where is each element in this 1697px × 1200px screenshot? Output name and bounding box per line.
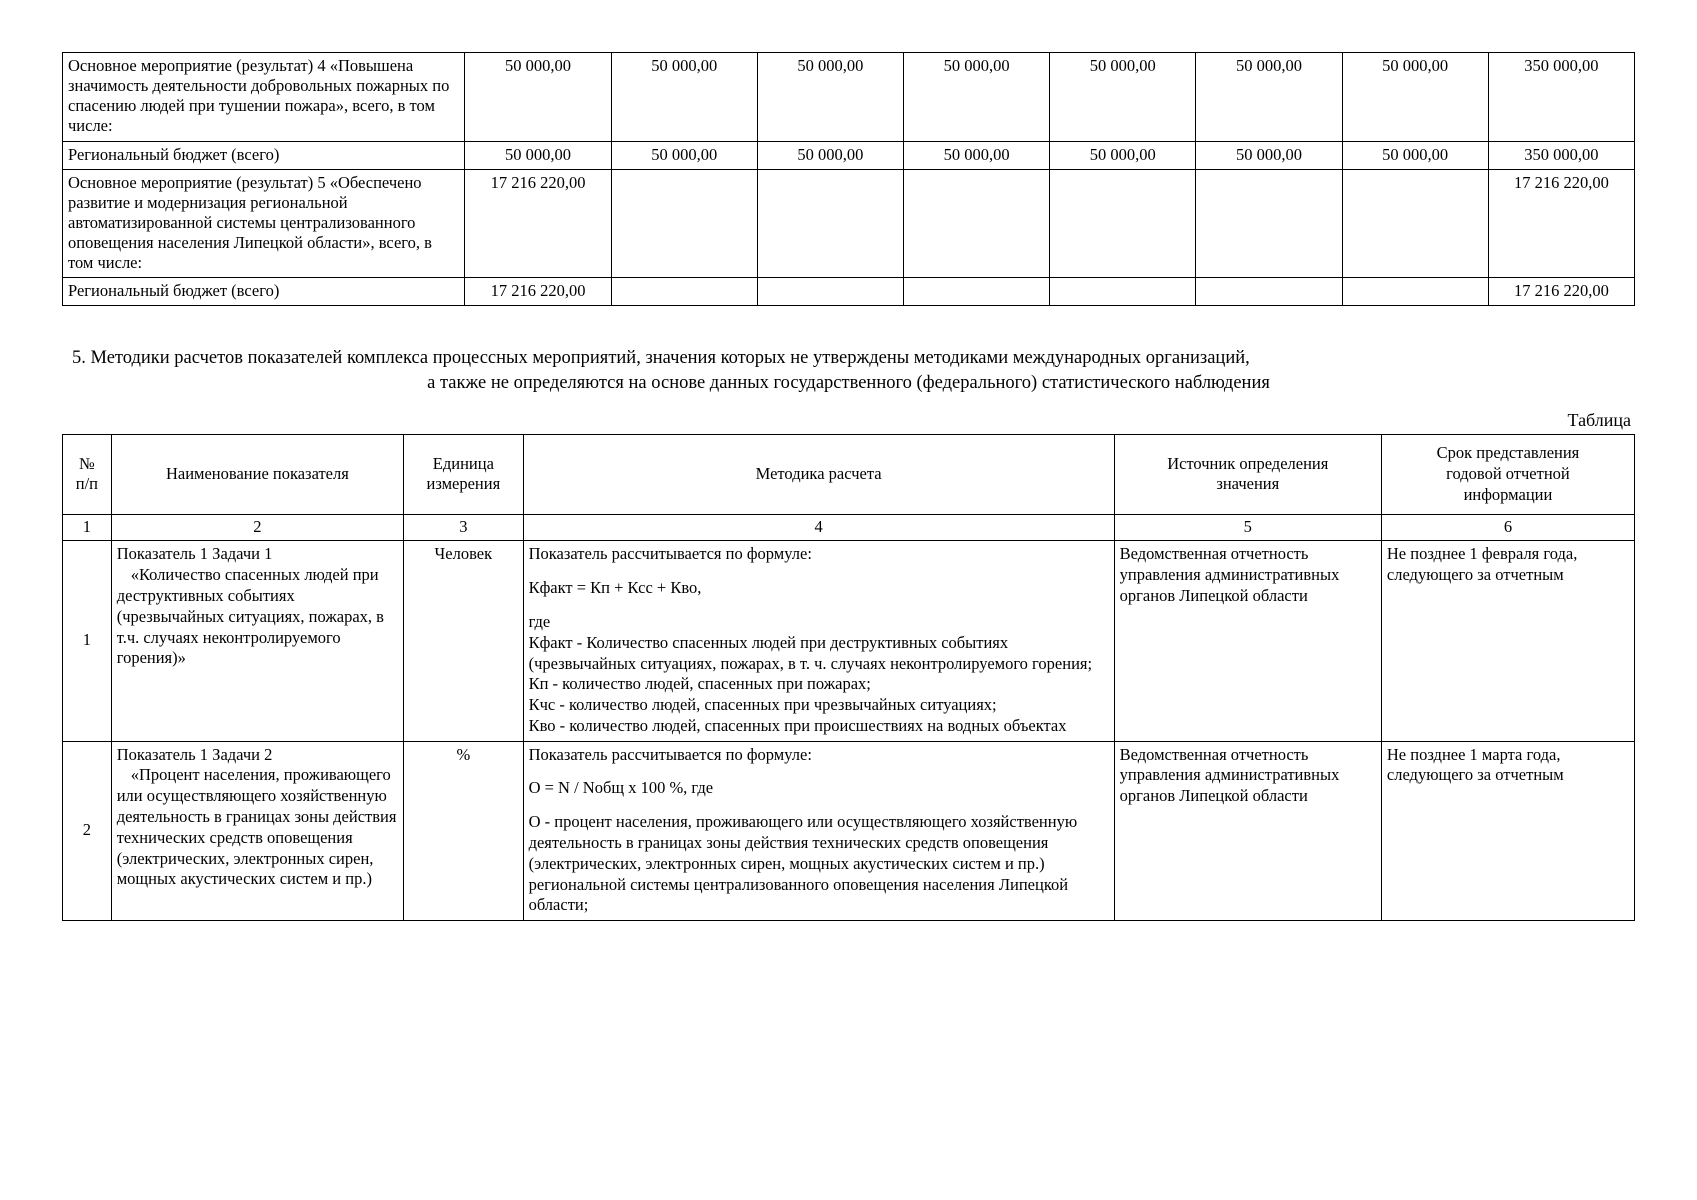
header-unit: Единица измерения [404,435,523,514]
value-cell: 50 000,00 [1342,53,1488,142]
value-cell [757,169,903,278]
source-cell: Ведомственная отчетность управления административных органов Липецкой области [1114,541,1381,741]
column-number: 3 [404,514,523,541]
table-row [63,541,1635,741]
header-number: № п/п [63,435,112,514]
value-cell: 50 000,00 [1050,141,1196,169]
term-cell: Не позднее 1 марта года, следующего за отчетным [1381,741,1634,920]
indicator-name-cell: Показатель 1 Задачи 1 «Количество спасенных людей при деструктивных событиях (чрезвычайных ситуациях, пожарах, в т.ч. случаях неконтролируемого горения)» [111,541,403,741]
value-cell: 50 000,00 [611,53,757,142]
indicator-name-cell: Показатель 1 Задачи 2 «Процент населения, проживающего или осуществляющего хозяйственную деятельность в границах зоны действия технических средств оповещения (электрических, электронных сирен, мощных акустических систем и пр.) [111,741,403,920]
value-cell: 50 000,00 [757,53,903,142]
measure-label: Основное мероприятие (результат) 5 «Обеспечено развитие и модернизация региональной автоматизированной системы централизованного оповещения населения Липецкой области», всего, в том числе: [63,169,465,278]
financial-table [62,52,1635,306]
section-heading-line-2: а также не определяются на основе данных государственного (федерального) статистического наблюдения [427,373,1270,394]
header-term: Срок представления годовой отчетной информации [1381,435,1634,514]
value-cell: 50 000,00 [757,141,903,169]
value-cell [1050,278,1196,306]
value-cell: 50 000,00 [1196,141,1342,169]
unit-cell: Человек [404,541,523,741]
value-cell: 50 000,00 [1342,141,1488,169]
header-source: Источник определения значения [1114,435,1381,514]
value-cell [1050,169,1196,278]
method-cell: Показатель рассчитывается по формуле: О = N / Nобщ х 100 %, где О - процент населения, проживающего или осуществляющего хозяйственную деятельность в границах зоны действия технических средств оповещения (электрических, электронных сирен, мощных акустических систем и пр.) региональной системы централизованного оповещения населения Липецкой области; [523,741,1114,920]
value-cell: 17 216 220,00 [1488,278,1634,306]
table-header-row [63,435,1635,514]
value-cell: 50 000,00 [1050,53,1196,142]
value-cell: 17 216 220,00 [465,169,611,278]
table-row [63,741,1635,920]
value-cell: 50 000,00 [904,141,1050,169]
value-cell: 50 000,00 [465,53,611,142]
value-cell [904,278,1050,306]
value-cell: 17 216 220,00 [1488,169,1634,278]
unit-cell: % [404,741,523,920]
value-cell [1342,278,1488,306]
value-cell: 50 000,00 [1196,53,1342,142]
table-row [63,53,1635,142]
value-cell [1196,169,1342,278]
value-cell: 350 000,00 [1488,53,1634,142]
value-cell: 50 000,00 [611,141,757,169]
source-cell: Ведомственная отчетность управления административных органов Липецкой области [1114,741,1381,920]
column-number: 5 [1114,514,1381,541]
term-cell: Не позднее 1 февраля года, следующего за отчетным [1381,541,1634,741]
value-cell: 17 216 220,00 [465,278,611,306]
value-cell: 350 000,00 [1488,141,1634,169]
value-cell [757,278,903,306]
measure-label: Региональный бюджет (всего) [63,141,465,169]
method-cell: Показатель рассчитывается по формуле: Кфакт = Кп + Ксс + Кво, где Кфакт - Количество спасенных людей при деструктивных событиях (чрезвычайных ситуациях, пожарах, в т. ч. случаях неконтролируемого горения; Кп - количество людей, спасенных при пожарах; Кчс - количество людей, спасенных при чрезвычайных ситуациях; Кво - количество людей, спасенных при происшествиях на водных объектах [523,541,1114,741]
column-number: 2 [111,514,403,541]
value-cell [611,278,757,306]
column-number: 4 [523,514,1114,541]
section-heading-line-1: 5. Методики расчетов показателей комплекса процессных мероприятий, значения которых не утверждены методиками международных организаций, [72,348,1250,369]
table-row [63,141,1635,169]
table-row [63,278,1635,306]
value-cell [1196,278,1342,306]
section-heading [62,346,1635,396]
value-cell [904,169,1050,278]
measure-label: Основное мероприятие (результат) 4 «Повышена значимость деятельности добровольных пожарных по спасению людей при тушении пожара», всего, в том числе: [63,53,465,142]
row-number: 2 [63,741,112,920]
table-row [63,169,1635,278]
value-cell [1342,169,1488,278]
measure-label: Региональный бюджет (всего) [63,278,465,306]
column-number: 1 [63,514,112,541]
table-caption: Таблица [1567,410,1631,431]
column-number-row [63,514,1635,541]
header-indicator-name: Наименование показателя [111,435,403,514]
value-cell: 50 000,00 [904,53,1050,142]
header-method: Методика расчета [523,435,1114,514]
column-number: 6 [1381,514,1634,541]
methodology-table [62,434,1635,921]
row-number: 1 [63,541,112,741]
value-cell [611,169,757,278]
value-cell: 50 000,00 [465,141,611,169]
